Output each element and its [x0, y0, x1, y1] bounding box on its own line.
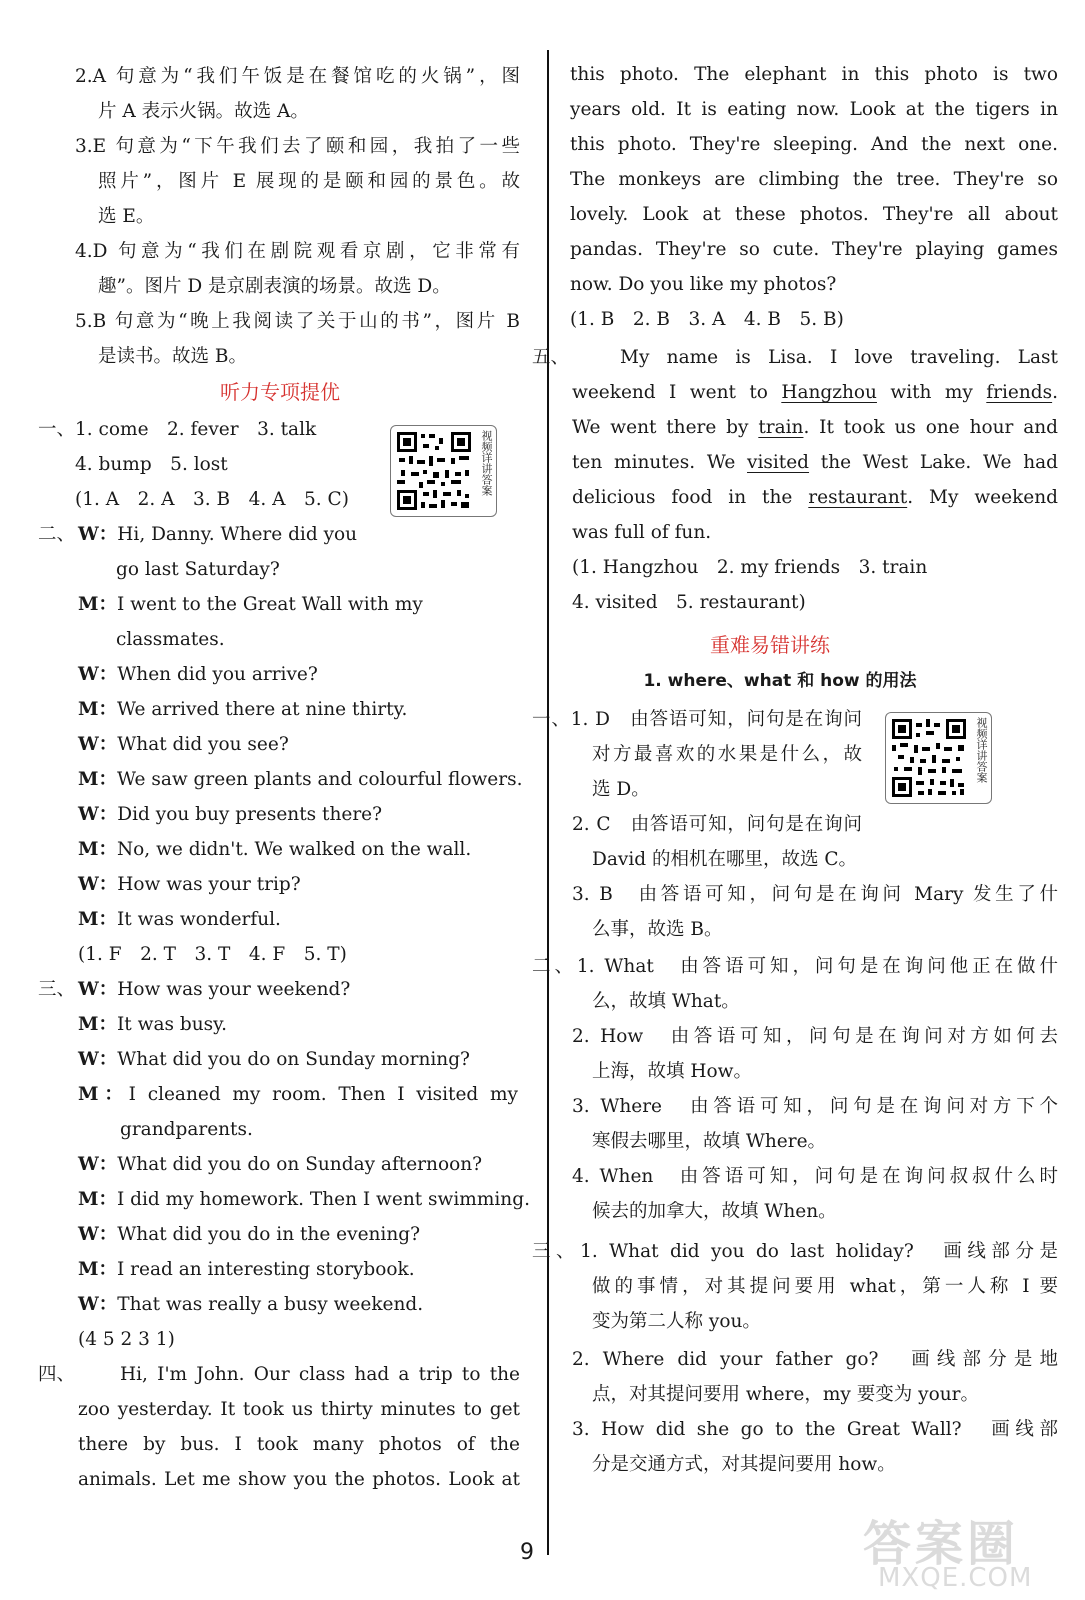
qr-code-icon: [890, 717, 968, 799]
watermark-url: MXQE.COM: [878, 1563, 1033, 1593]
text-line: there by bus. I took many photos of the: [78, 1434, 520, 1455]
qr-caption: 视频详讲答案: [975, 717, 988, 783]
dialogue-line: W：How was your trip?: [78, 874, 301, 895]
text-line: 对方最喜欢的水果是什么，故: [592, 744, 862, 765]
dialogue-line: M：I did my homework. Then I went swimming.: [78, 1189, 530, 1210]
section-mark: 四、: [38, 1364, 76, 1385]
dialogue-line: M：I cleaned my room. Then I visited my: [78, 1084, 518, 1105]
dialogue-line: M：No, we didn't. We walked on the wall.: [78, 839, 472, 860]
section-mark: 五、: [532, 347, 570, 368]
dialogue-line: W：That was really a busy weekend.: [78, 1294, 424, 1315]
section-subtitle: 1. where、what 和 how 的用法: [643, 671, 917, 691]
text-line: ten minutes. We visited the West Lake. We had: [572, 452, 1058, 473]
text-line: 2.A 句意为“我们午饭是在餐馆吃的火锅”，图: [75, 66, 520, 87]
dialogue-line: W：What did you do on Sunday afternoon?: [78, 1154, 483, 1175]
underlined-answer: train: [758, 417, 804, 438]
text-line: 3.E 句意为“下午我们去了颐和园，我拍了一些: [75, 136, 520, 157]
dialogue-line: W：What did you do on Sunday morning?: [78, 1049, 470, 1070]
text-line: 三、1. What did you do last holiday? 画线部分是: [532, 1241, 1058, 1262]
text-line: David 的相机在哪里，故选 C。: [592, 849, 857, 870]
dialogue-line: W：Hi, Danny. Where did you: [78, 524, 358, 545]
text-line: 4.D 句意为“我们在剧院观看京剧，它非常有: [75, 241, 520, 262]
text-line: 照片”，图片 E 展现的是颐和园的景色。故: [98, 171, 520, 192]
dialogue-line: M：I read an interesting storybook.: [78, 1259, 415, 1280]
text-line: 一、1. D 由答语可知，问句是在询问: [532, 709, 862, 730]
text-line: 4. When 由答语可知，问句是在询问叔叔什么时: [572, 1166, 1058, 1187]
qr-caption: 视频详讲答案: [480, 430, 493, 496]
answer-line: (1. Hangzhou 2. my friends 3. train: [572, 557, 928, 578]
qr-code-icon: [395, 430, 473, 512]
dialogue-line: M：We arrived there at nine thirty.: [78, 699, 408, 720]
dialogue-line: M：It was wonderful.: [78, 909, 281, 930]
text-line: 2. Where did your father go? 画线部分是地: [572, 1349, 1058, 1370]
text-line: this photo. The elephant in this photo is two: [570, 64, 1058, 85]
text-line: was full of fun.: [572, 522, 712, 543]
text-line: delicious food in the restaurant. My weekend: [572, 487, 1058, 508]
text-line: 二、1. What 由答语可知，问句是在询问他正在做什: [532, 956, 1058, 977]
watermark-brand: 答案圈: [863, 1516, 1020, 1572]
text-line: We went there by train. It took us one hour and: [572, 417, 1058, 438]
text-line: 候去的加拿大，故填 When。: [592, 1201, 837, 1222]
dialogue-line: W：How was your weekend?: [78, 979, 351, 1000]
text-line: 2. How 由答语可知，问句是在询问对方如何去: [572, 1026, 1058, 1047]
underlined-answer: visited: [747, 452, 810, 473]
section-mark: 二、: [38, 524, 76, 545]
qr-code[interactable]: [885, 712, 992, 804]
text-line: 片 A 表示火锅。故选 A。: [98, 101, 309, 122]
section-title: 听力专项提优: [220, 380, 340, 404]
watermark: [838, 1505, 1078, 1600]
text-line: Hi, I'm John. Our class had a trip to the: [120, 1364, 520, 1385]
text-line: 是读书。故选 B。: [98, 346, 247, 367]
text-line: 变为第二人称 you。: [592, 1311, 761, 1332]
underlined-answer: restaurant: [808, 487, 908, 508]
dialogue-line: M：I went to the Great Wall with my: [78, 594, 423, 615]
answer-line: (1. F 2. T 3. T 4. F 5. T): [78, 944, 347, 965]
text-line: My name is Lisa. I love traveling. Last: [620, 347, 1058, 368]
text-line: 趣”。图片 D 是京剧表演的场景。故选 D。: [98, 276, 451, 297]
text-line: 做的事情，对其提问要用 what，第一人称 I 要: [592, 1276, 1058, 1297]
dialogue-line: M：We saw green plants and colourful flowers.: [78, 769, 523, 790]
text-line: pandas. They're so cute. They're playing games: [570, 239, 1058, 260]
text-line: now. Do you like my photos?: [570, 274, 837, 295]
text-line: years old. It is eating now. Look at the tigers in: [570, 99, 1058, 120]
text-line: 上海，故填 How。: [592, 1061, 752, 1082]
dialogue-line: W：What did you do in the evening?: [78, 1224, 421, 1245]
qr-code[interactable]: [390, 425, 497, 517]
dialogue-line: go last Saturday?: [116, 559, 280, 580]
answer-line: (4 5 2 3 1): [78, 1329, 175, 1350]
text-line: lovely. Look at these photos. They're all about: [570, 204, 1058, 225]
dialogue-line: W：Did you buy presents there?: [78, 804, 383, 825]
dialogue-line: classmates.: [116, 629, 225, 650]
text-line: 3. B 由答语可知，问句是在询问 Mary 发生了什: [572, 884, 1058, 905]
text-line: animals. Let me show you the photos. Look at: [78, 1469, 520, 1490]
answer-line: 4. visited 5. restaurant): [572, 592, 806, 613]
text-line: 寒假去哪里，故填 Where。: [592, 1131, 827, 1152]
dialogue-line: W：What did you see?: [78, 734, 289, 755]
underlined-answer: friends: [986, 382, 1053, 403]
text-line: 选 D。: [592, 779, 650, 800]
text-line: The monkeys are climbing the tree. They're so: [570, 169, 1058, 190]
text-line: weekend I went to Hangzhou with my friends.: [572, 382, 1058, 403]
text-line: 选 E。: [98, 206, 155, 227]
text-line: 分是交通方式，对其提问要用 how。: [592, 1454, 896, 1475]
section-mark: 三、: [38, 979, 76, 1000]
answer-line: (1. B 2. B 3. A 4. B 5. B): [570, 309, 844, 330]
page-number: 9: [520, 1540, 534, 1565]
underlined-answer: Hangzhou: [781, 382, 877, 403]
text-line: 么事，故选 B。: [592, 919, 723, 940]
text-line: 4. bump 5. lost: [75, 454, 228, 475]
dialogue-line: grandparents.: [120, 1119, 253, 1140]
text-line: 点，对其提问要用 where，my 要变为 your。: [592, 1384, 979, 1405]
answer-line: (1. A 2. A 3. B 4. A 5. C): [75, 489, 349, 510]
dialogue-line: M：It was busy.: [78, 1014, 227, 1035]
column-divider: [547, 50, 549, 1555]
text-line: 2. C 由答语可知，问句是在询问: [572, 814, 862, 835]
text-line: 3. How did she go to the Great Wall? 画线部: [572, 1419, 1058, 1440]
text-line: 一、1. come 2. fever 3. talk: [38, 419, 317, 440]
section-title: 重难易错讲练: [710, 633, 830, 657]
text-line: 3. Where 由答语可知，问句是在询问对方下个: [572, 1096, 1058, 1117]
text-line: this photo. They're sleeping. And the next one.: [570, 134, 1058, 155]
dialogue-line: W：When did you arrive?: [78, 664, 318, 685]
text-line: 5.B 句意为“晚上我阅读了关于山的书”，图片 B: [75, 311, 520, 332]
text-line: zoo yesterday. It took us thirty minutes to get: [78, 1399, 520, 1420]
text-line: 么，故填 What。: [592, 991, 740, 1012]
